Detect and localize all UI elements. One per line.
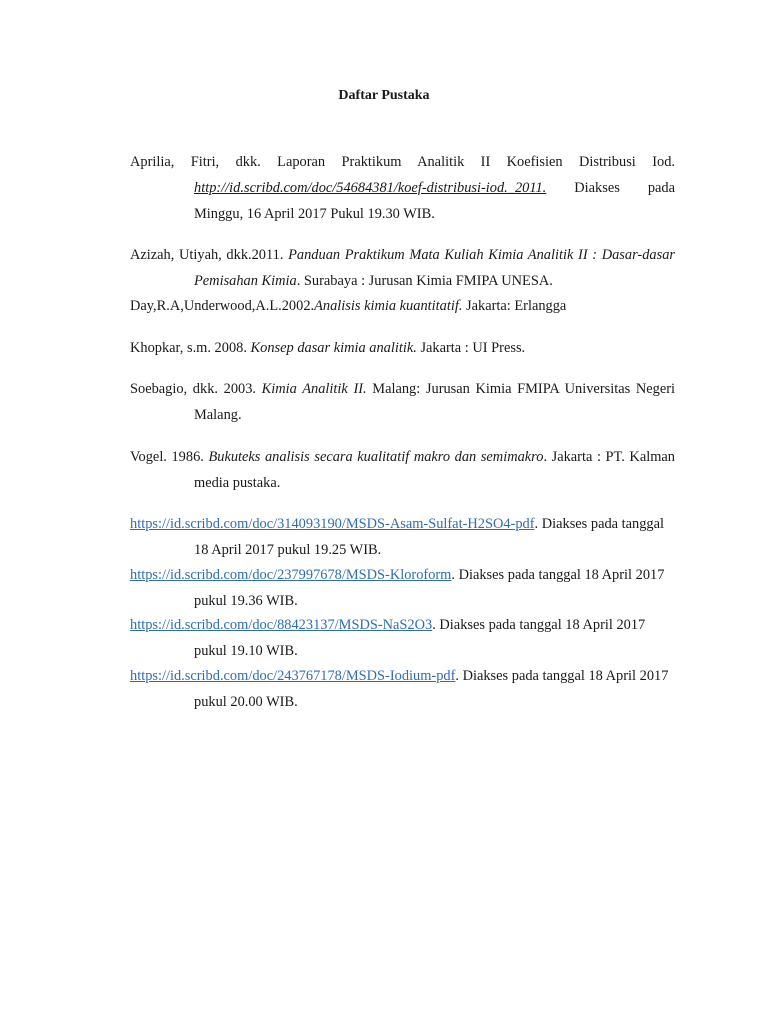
reference-text: . Surabaya : Jurusan Kimia FMIPA UNESA.: [296, 272, 553, 289]
reference-azizah: [130, 243, 675, 295]
reference-text: . Jakarta : PT. Kalman media pustaka.: [194, 449, 675, 491]
reference-title: Konsep dasar kimia analitik.: [250, 340, 417, 356]
reference-day: [130, 294, 675, 320]
reference-text: . Diakses pada tanggal 18 April 2017 pukul 20.00 WIB.: [194, 668, 669, 710]
reference-text: Jakarta: Erlangga: [462, 298, 567, 314]
reference-text: Azizah, Utiyah, dkk.2011.: [130, 247, 289, 263]
reference-title: Kimia Analitik II.: [261, 381, 367, 397]
reference-vogel: [130, 445, 675, 497]
reference-text: Malang: Jurusan Kimia FMIPA Universitas Negeri Malang.: [194, 381, 675, 423]
page-title: Daftar Pustaka: [338, 88, 430, 103]
reference-text: . Diakses pada tanggal 18 April 2017 pukul 19.36 WIB.: [194, 567, 665, 609]
reference-title: Analisis kimia kuantitatif.: [314, 298, 463, 314]
reference-text: . Diakses pada tanggal 18 April 2017 pukul 19.25 WIB.: [194, 516, 665, 558]
reference-link[interactable]: https://id.scribd.com/doc/314093190/MSDS-Asam-Sulfat-H2SO4-pdf: [130, 516, 535, 532]
reference-title: Bukuteks analisis secara kualitatif makro dan semimakro: [208, 449, 544, 465]
reference-text: Day,R.A,Underwood,A.L.2002.: [130, 298, 315, 314]
reference-msds-iodium: [130, 664, 675, 716]
reference-soebagio: [130, 377, 675, 429]
reference-msds-kloroform: [130, 563, 675, 615]
reference-khopkar: [130, 336, 675, 362]
reference-text: Jakarta : UI Press.: [416, 340, 526, 356]
reference-aprilia: [130, 150, 675, 227]
reference-text: . Diakses pada tanggal 18 April 2017 pukul 19.10 WIB.: [194, 617, 646, 659]
reference-title: Panduan Praktikum Mata Kuliah Kimia Analitik II : Dasar-dasar Pemisahan Kimia: [194, 247, 675, 289]
reference-text: Soebagio, dkk. 2003.: [130, 381, 262, 397]
reference-link[interactable]: https://id.scribd.com/doc/237997678/MSDS-Kloroform: [130, 567, 452, 583]
reference-msds-nas2o3: [130, 613, 675, 665]
reference-msds-asam-sulfat: [130, 512, 675, 564]
reference-text: Vogel. 1986.: [130, 449, 209, 465]
reference-text: Khopkar, s.m. 2008.: [130, 340, 251, 356]
reference-text: Diakses pada Minggu, 16 April 2017 Pukul 19.30 WIB.: [194, 179, 675, 222]
reference-link[interactable]: http://id.scribd.com/doc/54684381/koef-distribusi-iod._2011.: [194, 179, 547, 196]
reference-text: Aprilia, Fitri, dkk. Laporan Praktikum Analitik II Koefisien Distribusi Iod.: [130, 154, 675, 170]
reference-link[interactable]: https://id.scribd.com/doc/88423137/MSDS-NaS2O3: [130, 617, 433, 633]
reference-link[interactable]: https://id.scribd.com/doc/243767178/MSDS-Iodium-pdf: [130, 668, 456, 684]
